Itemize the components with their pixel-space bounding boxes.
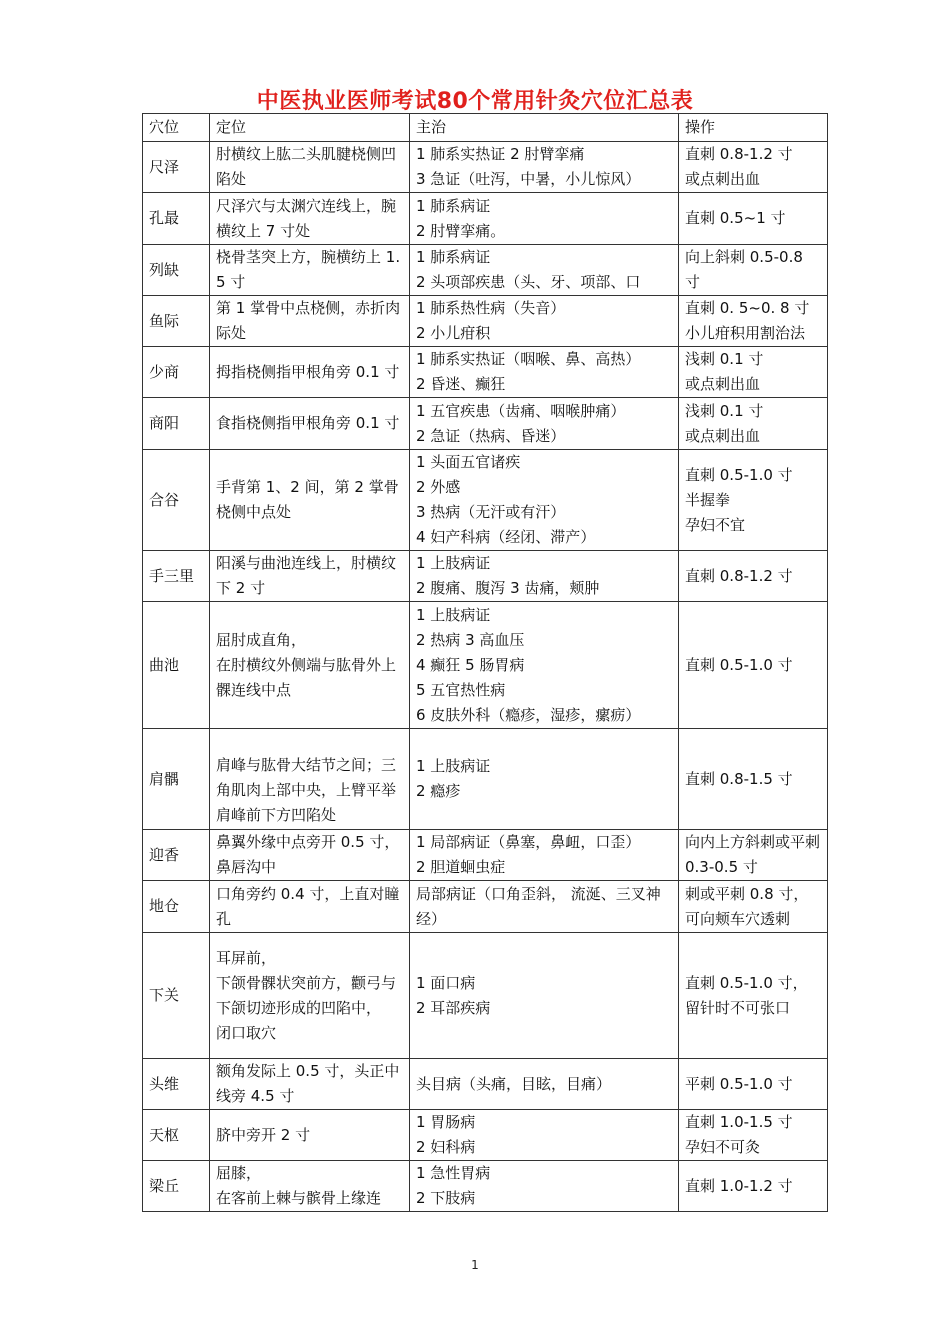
acupoint-operation: 直刺 0.5-1.0 寸 半握拳 孕妇不宜 [679,450,828,551]
table-row [143,296,828,347]
acupoint-indications: 1 局部病证（鼻塞，鼻衄，口歪） 2 胆道蛔虫症 [410,830,679,881]
acupoint-operation: 直刺 0.5-1.0 寸 [679,602,828,729]
table-row [143,142,828,193]
acupoint-operation: 直刺 1.0-1.2 寸 [679,1161,828,1212]
acupoint-indications: 1 肺系实热证 2 肘臂挛痛 3 急证（吐泻，中暑，小儿惊风） [410,142,679,193]
table-row [143,347,828,398]
acupoint-location: 耳屏前， 下颌骨髁状突前方，颧弓与下颌切迹形成的凹陷中， 闭口取穴 [210,933,410,1059]
acupoint-indications: 1 上肢病证 2 腹痛、腹泻 3 齿痛，颊肿 [410,551,679,602]
table-row [143,1161,828,1212]
acupoint-name: 鱼际 [143,296,210,347]
acupoint-name: 合谷 [143,450,210,551]
acupoint-indications: 1 上肢病证 2 热病 3 高血压 4 癫狂 5 肠胃病 5 五官热性病 6 皮肤外科（瘾疹，湿疹，瘰疬） [410,602,679,729]
acupoint-name: 下关 [143,933,210,1059]
acupoint-location: 脐中旁开 2 寸 [210,1110,410,1161]
acupoint-name: 商阳 [143,398,210,450]
acupoint-indications: 1 肺系病证 2 肘臂挛痛。 [410,193,679,245]
acupoint-operation: 直刺 0.8-1.5 寸 [679,729,828,830]
acupoint-name: 天枢 [143,1110,210,1161]
acupoint-indications: 头目病（头痛，目眩，目痛） [410,1059,679,1110]
acupoint-location: 肩峰与肱骨大结节之间；三角肌肉上部中央，上臂平举肩峰前下方凹陷处 [210,729,410,830]
acupoint-indications: 1 肺系热性病（失音） 2 小儿疳积 [410,296,679,347]
acupoint-location: 肘横纹上肱二头肌腱桡侧凹陷处 [210,142,410,193]
acupoint-name: 曲池 [143,602,210,729]
acupoint-indications: 1 上肢病证 2 瘾疹 [410,729,679,830]
acupoint-indications: 1 面口病 2 耳部疾病 [410,933,679,1059]
acupoint-indications: 1 胃肠病 2 妇科病 [410,1110,679,1161]
acupoint-name: 梁丘 [143,1161,210,1212]
table-row [143,881,828,933]
acupoint-location: 手背第 1、2 间，第 2 掌骨桡侧中点处 [210,450,410,551]
acupoint-indications: 1 五官疾患（齿痛、咽喉肿痛） 2 急证（热病、昏迷） [410,398,679,450]
header-operation: 操作 [679,114,828,142]
acupoint-name: 列缺 [143,245,210,296]
acupoint-name: 少商 [143,347,210,398]
acupoint-operation: 直刺 0.5~1 寸 [679,193,828,245]
acupoint-location: 额角发际上 0.5 寸，头正中线旁 4.5 寸 [210,1059,410,1110]
acupoint-location: 食指桡侧指甲根角旁 0.1 寸 [210,398,410,450]
table-row [143,602,828,729]
acupoint-location: 屈膝， 在客前上棘与髌骨上缘连 [210,1161,410,1212]
acupoint-location: 鼻翼外缘中点旁开 0.5 寸，鼻唇沟中 [210,830,410,881]
acupoint-location: 口角旁约 0.4 寸，上直对瞳孔 [210,881,410,933]
acupoint-operation: 直刺 1.0-1.5 寸 孕妇不可灸 [679,1110,828,1161]
table-row [143,245,828,296]
acupoint-location: 尺泽穴与太渊穴连线上，腕横纹上 7 寸处 [210,193,410,245]
acupoint-location: 阳溪与曲池连线上，肘横纹下 2 寸 [210,551,410,602]
page-number: 1 [471,1258,479,1272]
header-acupoint: 穴位 [143,114,210,142]
acupoint-indications: 1 头面五官诸疾 2 外感 3 热病（无汗或有汗） 4 妇产科病（经闭、滞产） [410,450,679,551]
acupoint-indications: 1 肺系实热证（咽喉、鼻、高热） 2 昏迷、癫狂 [410,347,679,398]
acupoint-operation: 向内上方斜刺或平刺 0.3-0.5 寸 [679,830,828,881]
table-row [143,193,828,245]
acupoint-operation: 直刺 0. 5~0. 8 寸 小儿疳积用割治法 [679,296,828,347]
acupoint-name: 手三里 [143,551,210,602]
acupoint-operation: 平刺 0.5-1.0 寸 [679,1059,828,1110]
table-row [143,933,828,1059]
table-row [143,830,828,881]
table-row [143,551,828,602]
acupoint-operation: 直刺 0.8-1.2 寸 [679,551,828,602]
acupoint-operation: 直刺 0.8-1.2 寸 或点刺出血 [679,142,828,193]
acupoint-name: 地仓 [143,881,210,933]
acupoint-location: 桡骨茎突上方，腕横纺上 1.5 寸 [210,245,410,296]
acupoint-name: 尺泽 [143,142,210,193]
acupoint-operation: 刺或平刺 0.8 寸，可向颊车穴透刺 [679,881,828,933]
acupoint-operation: 浅刺 0.1 寸 或点刺出血 [679,347,828,398]
acupoint-operation: 浅刺 0.1 寸 或点刺出血 [679,398,828,450]
acupoint-location: 屈肘成直角， 在肘横纹外侧端与肱骨外上髁连线中点 [210,602,410,729]
table-row [143,1059,828,1110]
acupoint-operation: 直刺 0.5-1.0 寸， 留针时不可张口 [679,933,828,1059]
acupoint-indications: 1 肺系病证 2 头项部疾患（头、牙、项部、口 [410,245,679,296]
acupoint-indications: 1 急性胃病 2 下肢病 [410,1161,679,1212]
acupoint-location: 第 1 掌骨中点桡侧，赤折肉际处 [210,296,410,347]
acupoint-operation: 向上斜刺 0.5-0.8 寸 [679,245,828,296]
table-row [143,729,828,830]
acupoint-name: 头维 [143,1059,210,1110]
acupoint-indications: 局部病证（口角歪斜， 流涎、三叉神经） [410,881,679,933]
header-indications: 主治 [410,114,679,142]
table-row [143,398,828,450]
table-row [143,1110,828,1161]
header-location: 定位 [210,114,410,142]
acupoint-location: 拇指桡侧指甲根角旁 0.1 寸 [210,347,410,398]
acupoint-name: 孔最 [143,193,210,245]
table-header-row [143,114,828,142]
table-row [143,450,828,551]
acupoint-name: 迎香 [143,830,210,881]
acupoint-name: 肩髃 [143,729,210,830]
acupoint-table [142,113,828,1212]
page-title: 中医执业医师考试80个常用针灸穴位汇总表 [256,89,694,114]
